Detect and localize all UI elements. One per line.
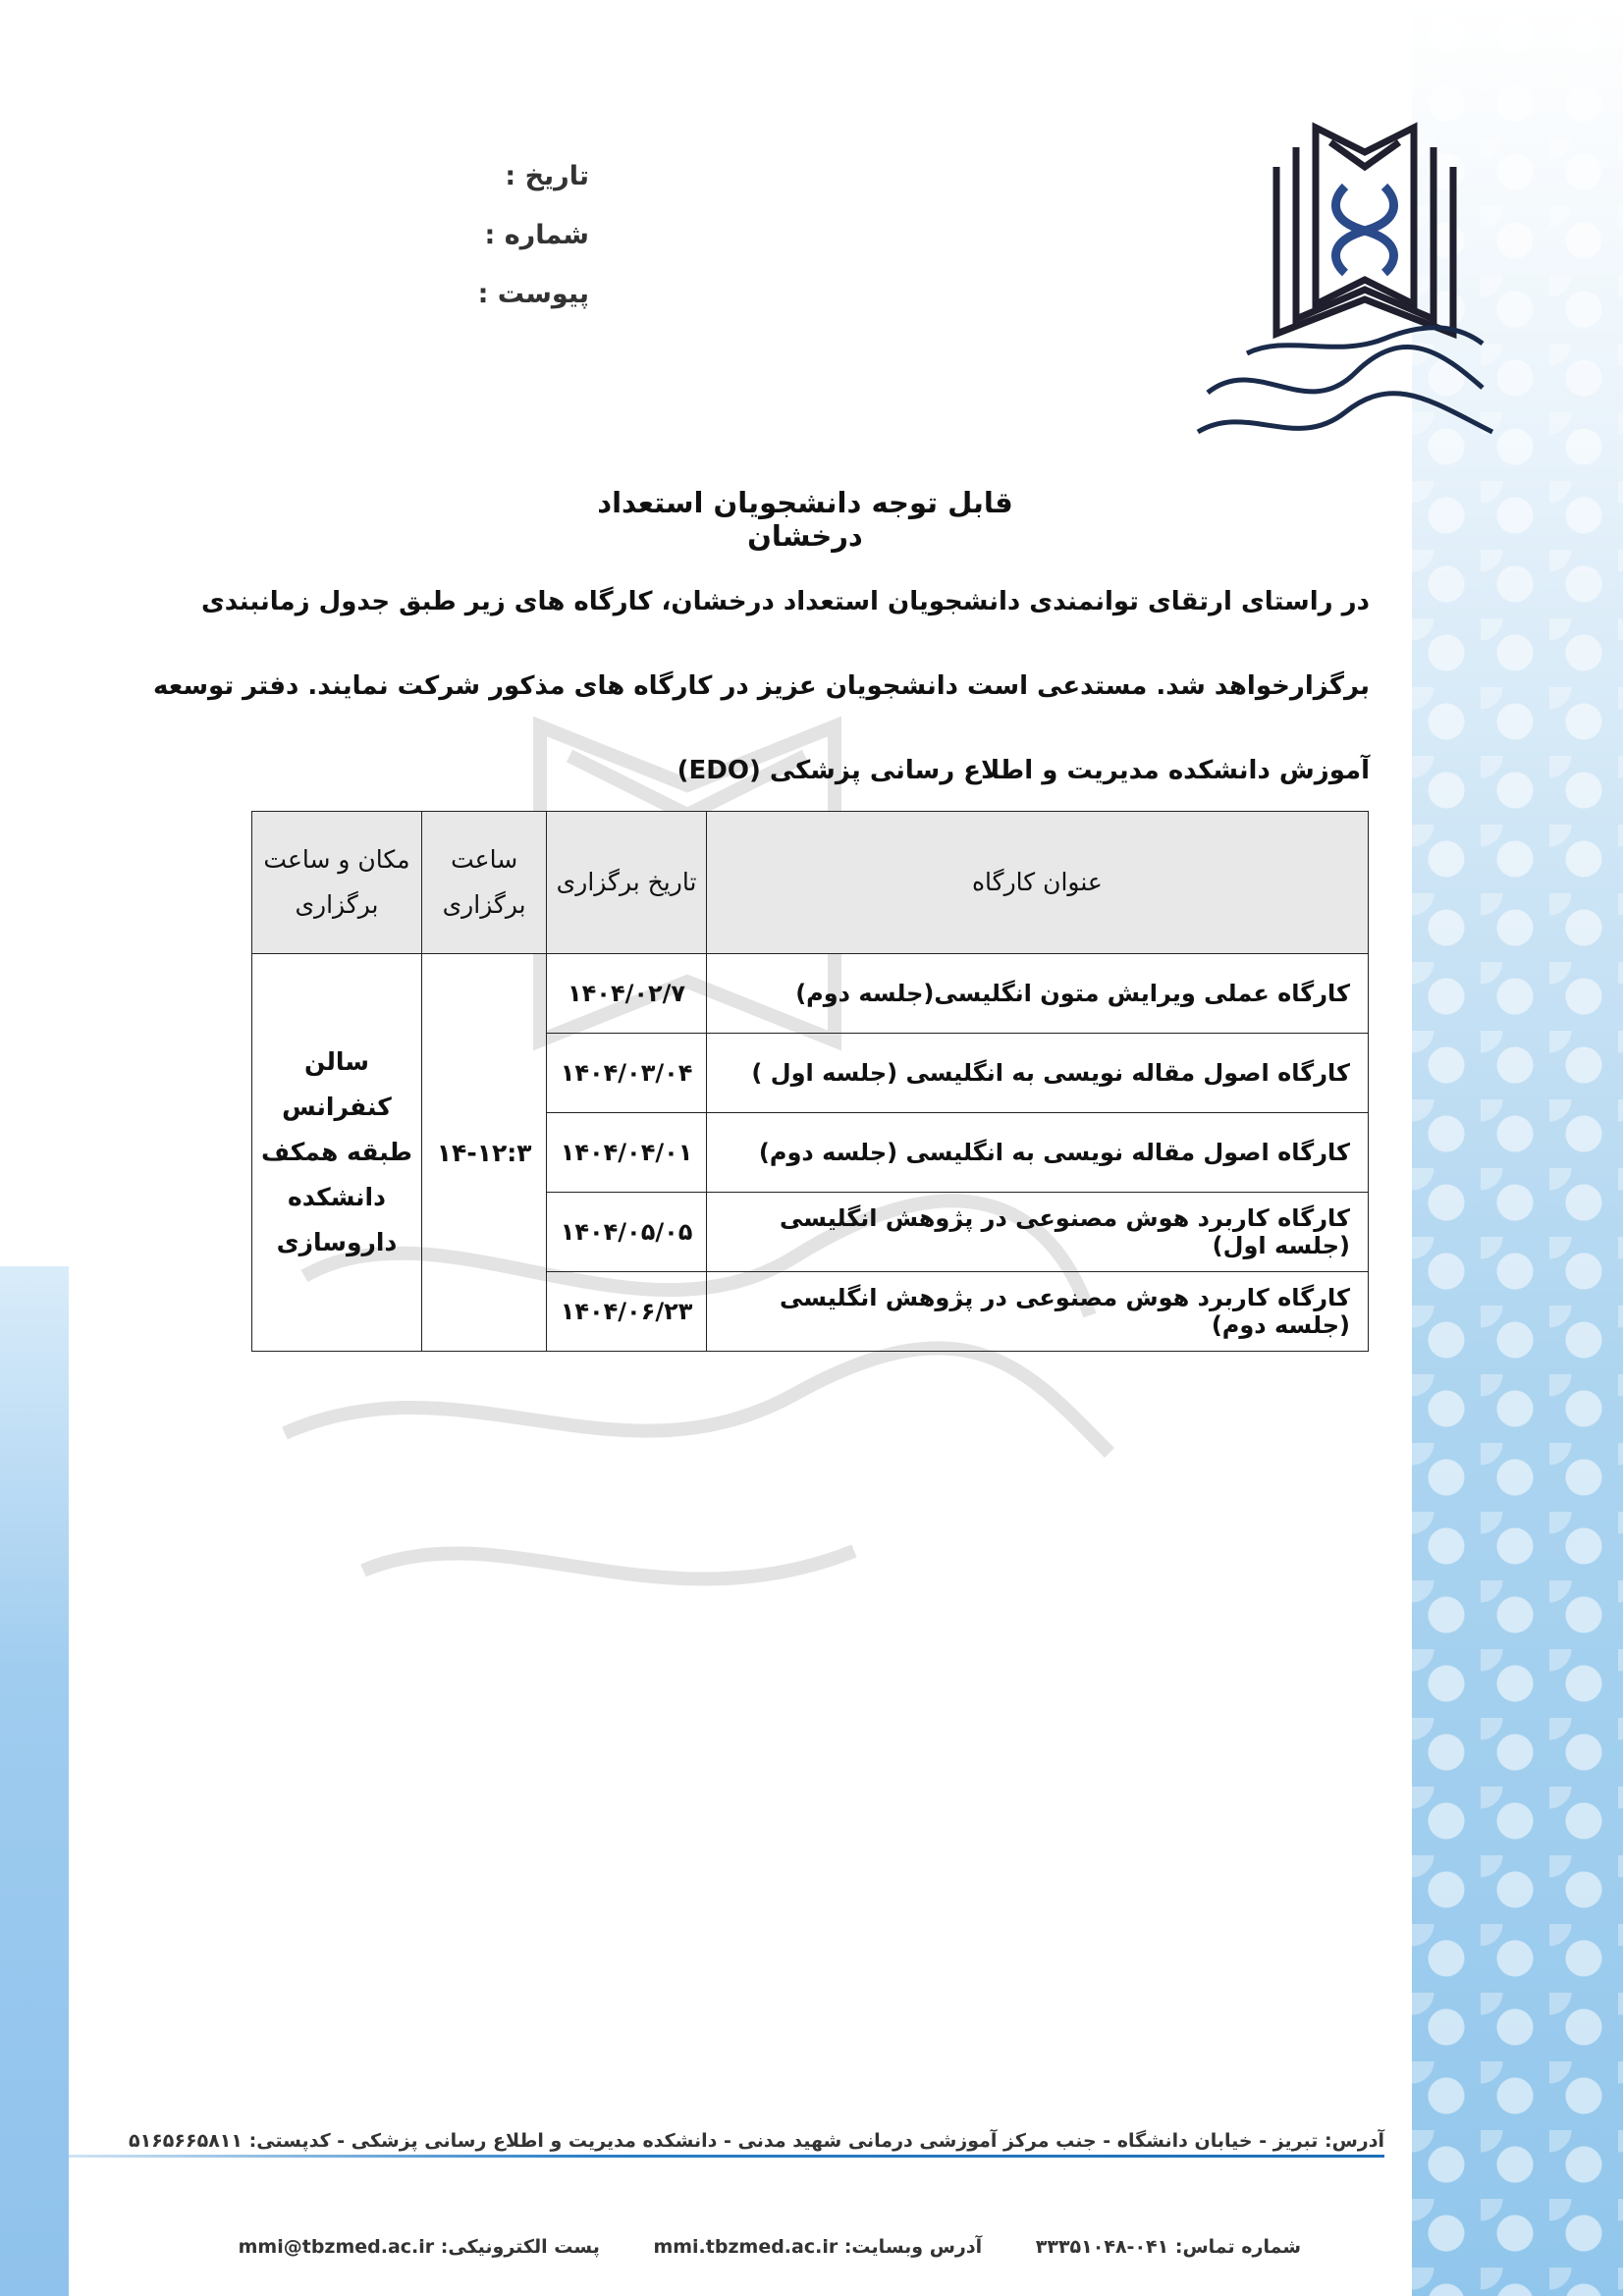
table-header-row — [252, 812, 1369, 954]
workshop-place: سالن کنفرانس طبقه همکف دانشکده داروسازی — [252, 954, 422, 1352]
footer-address: آدرس: تبریز - خیابان دانشگاه - جنب مرکز آموزشی درمانی شهید مدنی - دانشکده مدیریت و اطلاع رسانی پزشکی - کدپستی: ۵۱۶۵۶۶۵۸۱۱ — [129, 2130, 1384, 2152]
workshop-time: ۱۴-۱۲:۳ — [421, 954, 546, 1352]
page-title: قابل توجه دانشجویان استعداد درخشان — [597, 486, 1013, 553]
workshop-schedule-table — [251, 811, 1369, 1352]
workshop-date: ۱۴۰۴/۰۵/۰۵ — [547, 1193, 706, 1272]
header-date: تاریخ برگزاری — [547, 812, 706, 954]
letter-meta — [363, 147, 589, 324]
footer-contact — [69, 2236, 1384, 2258]
workshop-title: کارگاه اصول مقاله نویسی به انگلیسی (جلسه دوم) — [706, 1113, 1368, 1193]
workshop-date: ۱۴۰۴/۰۳/۰۴ — [547, 1034, 706, 1113]
header-time: ساعت برگزاری — [421, 812, 546, 954]
header-title: عنوان کارگاه — [706, 812, 1368, 954]
paragraph-line: برگزارخواهد شد. مستدعی است دانشجویان عزیز در کارگاه های مذکور شرکت نمایند. دفتر توسعه — [153, 671, 1370, 701]
date-label: تاریخ : — [505, 161, 589, 191]
workshop-date: ۱۴۰۴/۰۲/۷ — [547, 954, 706, 1034]
workshop-title: کارگاه کاربرد هوش مصنوعی در پژوهش انگلیسی (جلسه دوم) — [706, 1272, 1368, 1352]
footer-phone: شماره تماس: ۰۴۱-۳۳۳۵۱۰۴۸ — [1035, 2236, 1301, 2258]
announcement-paragraph — [153, 560, 1370, 813]
footer-divider — [69, 2155, 1384, 2158]
number-label: شماره : — [484, 220, 589, 250]
workshop-title: کارگاه کاربرد هوش مصنوعی در پژوهش انگلیسی (جلسه اول) — [706, 1193, 1368, 1272]
workshop-date: ۱۴۰۴/۰۶/۲۳ — [547, 1272, 706, 1352]
workshop-title: کارگاه اصول مقاله نویسی به انگلیسی (جلسه اول ) — [706, 1034, 1368, 1113]
paragraph-line: آموزش دانشکده مدیریت و اطلاع رسانی پزشکی (EDO) — [676, 756, 1370, 785]
footer-website[interactable]: آدرس وبسایت: mmi.tbzmed.ac.ir — [653, 2236, 983, 2258]
header-place: مکان و ساعت برگزاری — [252, 812, 422, 954]
workshop-title: کارگاه عملی ویرایش متون انگلیسی(جلسه دوم) — [706, 954, 1368, 1034]
attachment-label: پیوست : — [477, 279, 589, 309]
table-row — [252, 954, 1369, 1034]
university-emblem-icon — [1188, 108, 1502, 471]
footer-email[interactable]: پست الکترونیکی: mmi@tbzmed.ac.ir — [238, 2236, 600, 2258]
decorative-left-strip — [0, 1266, 69, 2296]
workshop-date: ۱۴۰۴/۰۴/۰۱ — [547, 1113, 706, 1193]
paragraph-line: در راستای ارتقای توانمندی دانشجویان استعداد درخشان، کارگاه های زیر طبق جدول زمانبندی — [200, 587, 1370, 616]
